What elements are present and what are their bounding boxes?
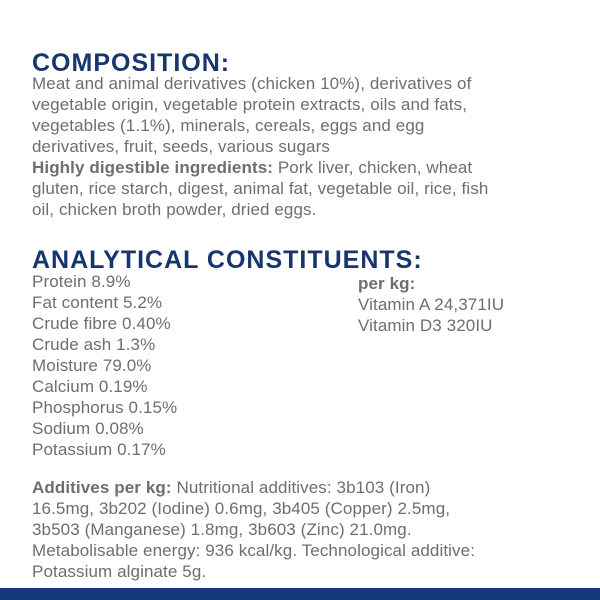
additives-text-line: Potassium alginate 5g. xyxy=(32,562,207,581)
footer-navy-bar xyxy=(0,588,600,600)
additives-text-line: 3b503 (Manganese) 1.8mg, 3b603 (Zinc) 21.0mg. xyxy=(32,520,412,539)
per-kg-vitamin-item: Vitamin D3 320IU xyxy=(358,316,493,335)
per-kg-column xyxy=(358,273,504,336)
additives-paragraph xyxy=(32,477,577,582)
analytical-list-item: Crude ash 1.3% xyxy=(32,335,156,354)
composition-text-line: Meat and animal derivatives (chicken 10%), derivatives of xyxy=(32,74,472,93)
analytical-list-item: Protein 8.9% xyxy=(32,272,131,291)
analytical-list-item: Fat content 5.2% xyxy=(32,293,163,312)
composition-text-line: derivatives, fruit, seeds, various sugars xyxy=(32,137,330,156)
analytical-constituents-list xyxy=(32,271,177,460)
per-kg-vitamin-item: Vitamin A 24,371IU xyxy=(358,295,505,314)
per-kg-label: per kg: xyxy=(358,274,416,293)
analytical-constituents-heading: ANALYTICAL CONSTITUENTS: xyxy=(32,245,423,274)
additives-text-line: 16.5mg, 3b202 (Iodine) 0.6mg, 3b405 (Copper) 2.5mg, xyxy=(32,499,451,518)
analytical-list-item: Calcium 0.19% xyxy=(32,377,148,396)
analytical-list-item: Sodium 0.08% xyxy=(32,419,144,438)
composition-text-line: gluten, rice starch, digest, animal fat, vegetable oil, rice, fish xyxy=(32,179,489,198)
composition-text-line: vegetables (1.1%), minerals, cereals, eggs and egg xyxy=(32,116,425,135)
composition-text-line: Highly digestible ingredients: Pork liver, chicken, wheat xyxy=(32,158,473,177)
composition-heading: COMPOSITION: xyxy=(32,48,231,77)
analytical-list-item: Potassium 0.17% xyxy=(32,440,166,459)
composition-paragraph xyxy=(32,73,572,220)
additives-text-line: Metabolisable energy: 936 kcal/kg. Technological additive: xyxy=(32,541,476,560)
analytical-list-item: Moisture 79.0% xyxy=(32,356,152,375)
additives-text-line: Additives per kg: Nutritional additives: 3b103 (Iron) xyxy=(32,478,431,497)
composition-text-line: oil, chicken broth powder, dried eggs. xyxy=(32,200,317,219)
per-kg-vitamin-list xyxy=(358,294,504,336)
analytical-list-item: Phosphorus 0.15% xyxy=(32,398,178,417)
composition-text-line: vegetable origin, vegetable protein extracts, oils and fats, xyxy=(32,95,468,114)
analytical-list-item: Crude fibre 0.40% xyxy=(32,314,171,333)
